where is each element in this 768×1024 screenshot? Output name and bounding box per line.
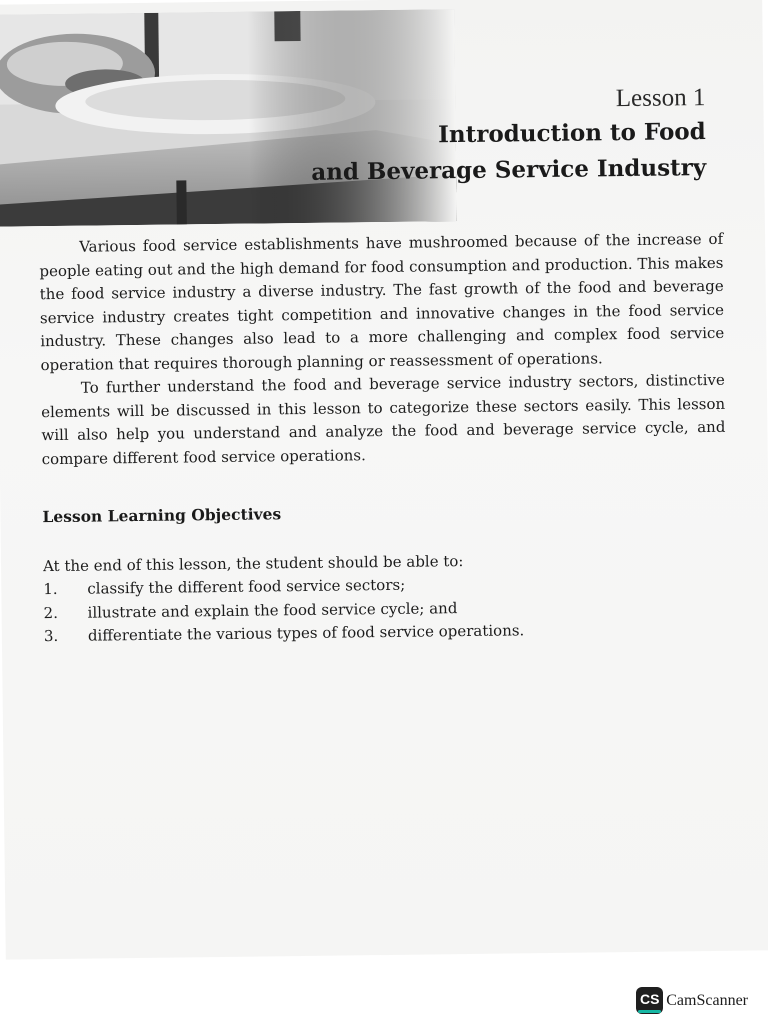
lesson-body <box>39 228 728 649</box>
objectives-intro: At the end of this lesson, the student should be able to: <box>42 551 464 575</box>
objectives-list <box>43 570 728 649</box>
intro-paragraph-1: Various food service establishments have mushroomed because of the increase of people eating out and the high demand for food consumption and production. This makes the food service industry a diverse industry. The fast growth of the food and beverage service industry creates tight competition and innovative changes in the food service industry. These changes also lead to a more challenging and complex food service operation that requires thorough planning or reassessment of operations. <box>39 229 725 374</box>
lesson-number: Lesson 1 <box>615 84 706 113</box>
lesson-title-line-1: Introduction to Food <box>437 118 706 149</box>
lesson-title-block <box>310 82 706 191</box>
objective-text: illustrate and explain the food service cycle; and <box>87 598 458 622</box>
camscanner-watermark <box>636 987 748 1014</box>
objectives-heading: Lesson Learning Objectives <box>42 504 282 527</box>
camscanner-name: CamScanner <box>666 991 748 1009</box>
camscanner-logo-text: CS <box>640 991 660 1007</box>
intro-paragraph-2: To further understand the food and beverage service industry sectors, distinctive elements will be discussed in this lesson to categorize these sectors easily. This lesson will also help you understand and analyze the food and beverage service cycle, and compare different food service operations. <box>41 370 726 468</box>
objective-number: 2. <box>43 603 59 622</box>
objective-text: differentiate the various types of food service operations. <box>87 621 525 645</box>
lesson-title-line-2: and Beverage Service Industry <box>311 154 707 186</box>
objective-number: 1. <box>43 579 58 599</box>
objective-number: 3. <box>43 626 59 646</box>
camscanner-logo-icon <box>636 987 663 1014</box>
objective-text: classify the different food service sectors; <box>87 575 406 598</box>
